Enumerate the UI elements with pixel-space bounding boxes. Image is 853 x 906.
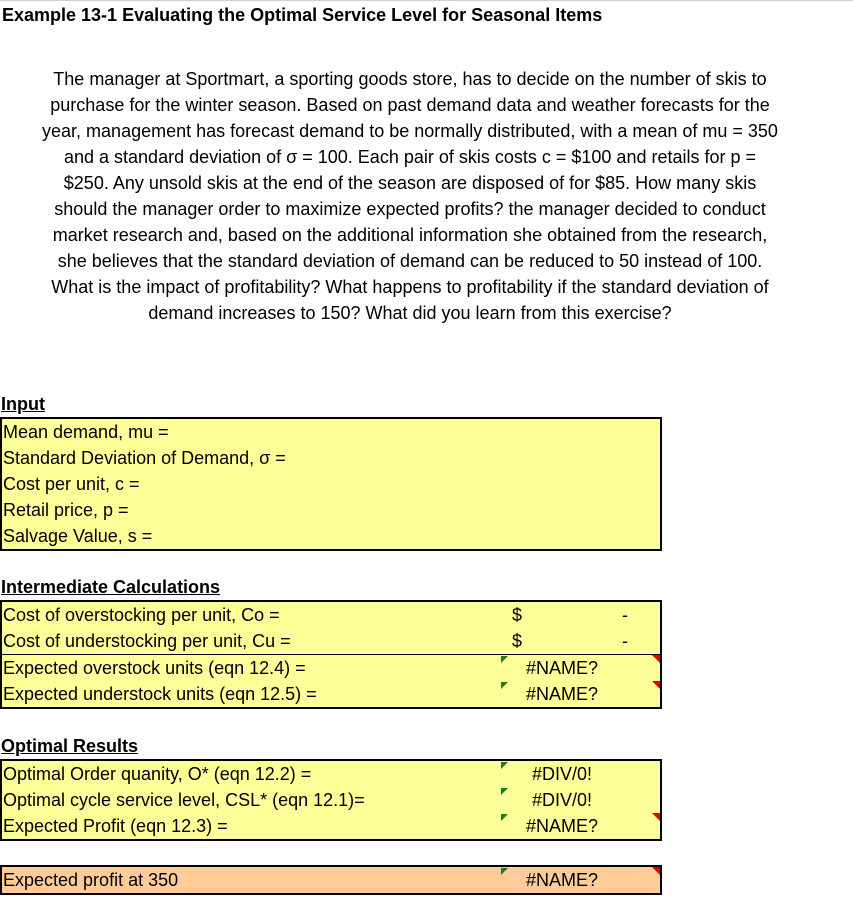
problem-line: The manager at Sportmart, a sporting goods store, has to decide on the number of skis to: [53, 69, 767, 89]
optimal-csl-row[interactable]: [2, 787, 660, 813]
cell-value: #DIV/0!: [531, 790, 593, 810]
overstock-cost-row[interactable]: [2, 602, 660, 628]
problem-line: $250. Any unsold skis at the end of the season are disposed of for $85. How many skis: [63, 173, 757, 193]
input-row-mean[interactable]: Mean demand, mu =: [3, 422, 169, 442]
row-label: Expected profit at 350: [3, 870, 179, 890]
row-label: Optimal cycle service level, CSL* (eqn 12.1)=: [3, 790, 365, 810]
optimal-heading: Optimal Results: [1, 736, 139, 756]
cell-value: #NAME?: [525, 658, 599, 678]
intermediate-heading: Intermediate Calculations: [1, 577, 221, 597]
cell-value: #DIV/0!: [531, 764, 593, 784]
expected-overstock-row[interactable]: [2, 654, 660, 681]
cell-value: -: [622, 631, 628, 651]
input-row-cost[interactable]: Cost per unit, c =: [3, 474, 140, 494]
understock-cost-row[interactable]: [2, 628, 660, 654]
optimal-box: [0, 759, 662, 841]
currency-symbol: $: [512, 605, 523, 625]
input-row-stdev[interactable]: Standard Deviation of Demand, σ =: [3, 448, 286, 468]
cell-value: #NAME?: [525, 684, 599, 704]
row-label: Cost of overstocking per unit, Co =: [3, 605, 280, 625]
sheet-title: Example 13-1 Evaluating the Optimal Service Level for Seasonal Items: [2, 5, 603, 25]
problem-line: demand increases to 150? What did you learn from this exercise?: [148, 303, 672, 323]
problem-line: market research and, based on the additional information she obtained from the research,: [52, 225, 768, 245]
profit-350-box: [0, 865, 662, 895]
intermediate-box: [0, 600, 662, 709]
row-label: Expected overstock units (eqn 12.4) =: [3, 658, 306, 678]
comment-indicator-icon: [652, 813, 660, 821]
input-row-salvage[interactable]: Salvage Value, s =: [3, 526, 153, 546]
currency-symbol: $: [512, 631, 523, 651]
row-label: Cost of understocking per unit, Cu =: [3, 631, 291, 651]
optimal-order-row[interactable]: [2, 761, 660, 787]
problem-line: she believes that the standard deviation of demand can be reduced to 50 instead of 100.: [57, 251, 763, 271]
row-label: Expected Profit (eqn 12.3) =: [3, 816, 228, 836]
cell-value: -: [622, 605, 628, 625]
cell-value: #NAME?: [525, 816, 599, 836]
comment-indicator-icon: [652, 655, 660, 663]
problem-statement[interactable]: [0, 66, 820, 326]
profit-350-row[interactable]: [2, 867, 660, 893]
input-box: [0, 417, 662, 551]
problem-line: and a standard deviation of σ = 100. Each pair of skis costs c = $100 and retails for p =: [63, 147, 757, 167]
comment-indicator-icon: [652, 681, 660, 689]
problem-line: year, management has forecast demand to be normally distributed, with a mean of mu = 350: [42, 121, 778, 141]
cell-value: #NAME?: [525, 870, 599, 890]
row-label: Expected understock units (eqn 12.5) =: [3, 684, 317, 704]
input-row-price[interactable]: Retail price, p =: [3, 500, 129, 520]
expected-profit-row[interactable]: [2, 813, 660, 839]
sheet-top-border: [0, 0, 853, 1]
comment-indicator-icon: [652, 867, 660, 875]
problem-line: should the manager order to maximize expected profits? the manager decided to conduct: [54, 199, 766, 219]
row-label: Optimal Order quanity, O* (eqn 12.2) =: [3, 764, 312, 784]
problem-line: What is the impact of profitability? What happens to profitability if the standard deviation of: [51, 277, 769, 297]
problem-line: purchase for the winter season. Based on past demand data and weather forecasts for the: [50, 95, 770, 115]
expected-understock-row[interactable]: [2, 681, 660, 707]
input-heading: Input: [1, 394, 45, 414]
